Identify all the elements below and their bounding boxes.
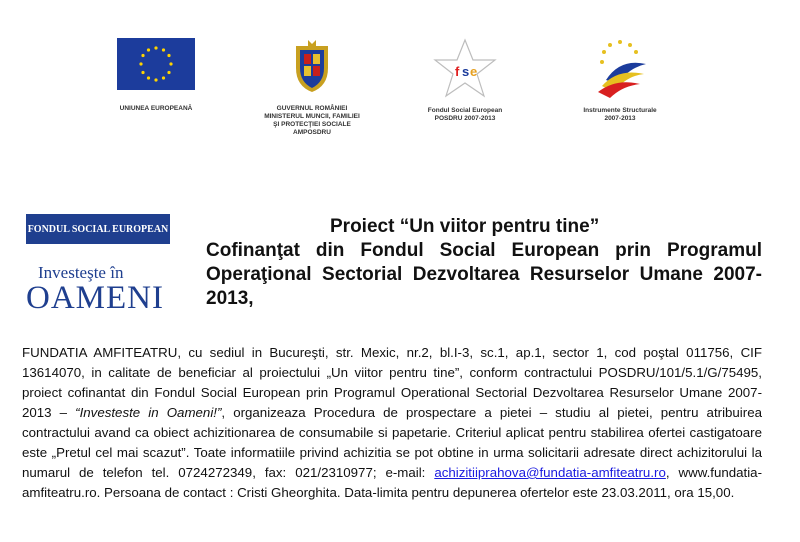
body-part2: , organizeaza Procedura de prospectare a pietei – studiu al pietei, pentru atribuirea contractului avand ca obiect achizitionarea de consumabile si papetarie. Criteriul aplicat pentru stabilirea ofertei castigatoare este „Pretul cel mai scazut”. Toate informatiile privind achizitia se pot obtine in urma solicitarii adresate direct achizitorului la numarul de telefon tel. 0724272349, fax: 021/2310977; e-mail:	[22, 405, 762, 480]
fse-caption: Fondul Social European POSDRU 2007-2013	[427, 107, 503, 122]
cofinance-text: Cofinanţat din Fondul Social European prin Programul Operaţional Sectorial Dezvoltarea Resurselor Umane 2007- 2013,	[206, 240, 762, 309]
romania-coat-of-arms-icon	[290, 38, 334, 94]
body-part1: , cu sediul in Bucureşti, str. Mexic, nr.2, bl.I-3, sc.1, ap.1, sector 1, cod poştal 011756, CIF 13614070, in calitate de beneficiar al proiectului „Un viitor pentru tine”, conform contractului POSDRU/101/5.1/G/75495, proiect cofinantat din Fondul Social European prin Programul Operational Sectorial Dezvoltarea Resurselor Umane 2007-2013 –	[22, 345, 762, 420]
fse-band: FONDUL SOCIAL EUROPEAN	[26, 214, 170, 244]
is-logo-block	[565, 36, 675, 123]
body-part3: , www.fundatia-amfiteatru.ro. Persoana de contact : Cristi Gheorghita. Data-limita pentru depunerea ofertelor este 23.03.2011, ora 15,00.	[22, 465, 763, 500]
gov-caption: GUVERNUL ROMÂNIEI MINISTERUL MUNCII, FAMILIEI ŞI PROTECŢIEI SOCIALE AMPOSDRU	[264, 105, 360, 136]
eu-flag-icon	[117, 38, 195, 90]
invest-line2: OAMENI	[26, 280, 164, 316]
project-title: Proiect “Un viitor pentru tine”	[330, 216, 600, 237]
svg-text:f: f	[455, 64, 460, 79]
instrumente-structurale-icon	[588, 36, 652, 102]
slogan: “Investeste in Oameni!”	[75, 405, 222, 420]
svg-text:s: s	[462, 64, 470, 79]
org-name: FUNDATIA AMFITEATRU	[22, 345, 178, 360]
eu-logo-block	[108, 38, 204, 113]
eu-caption: UNIUNEA EUROPEANĂ	[119, 105, 193, 112]
gov-logo-block	[252, 38, 372, 137]
announcement-body	[22, 343, 762, 503]
fse-logo-block	[415, 38, 515, 123]
email-link[interactable]: achizitiiprahova@fundatia-amfiteatru.ro	[434, 465, 666, 480]
is-caption: Instrumente Structurale 2007-2013	[583, 107, 657, 122]
invest-line1: Investeşte în	[38, 263, 124, 282]
svg-text:e: e	[470, 64, 478, 79]
fse-star-icon	[433, 38, 497, 98]
